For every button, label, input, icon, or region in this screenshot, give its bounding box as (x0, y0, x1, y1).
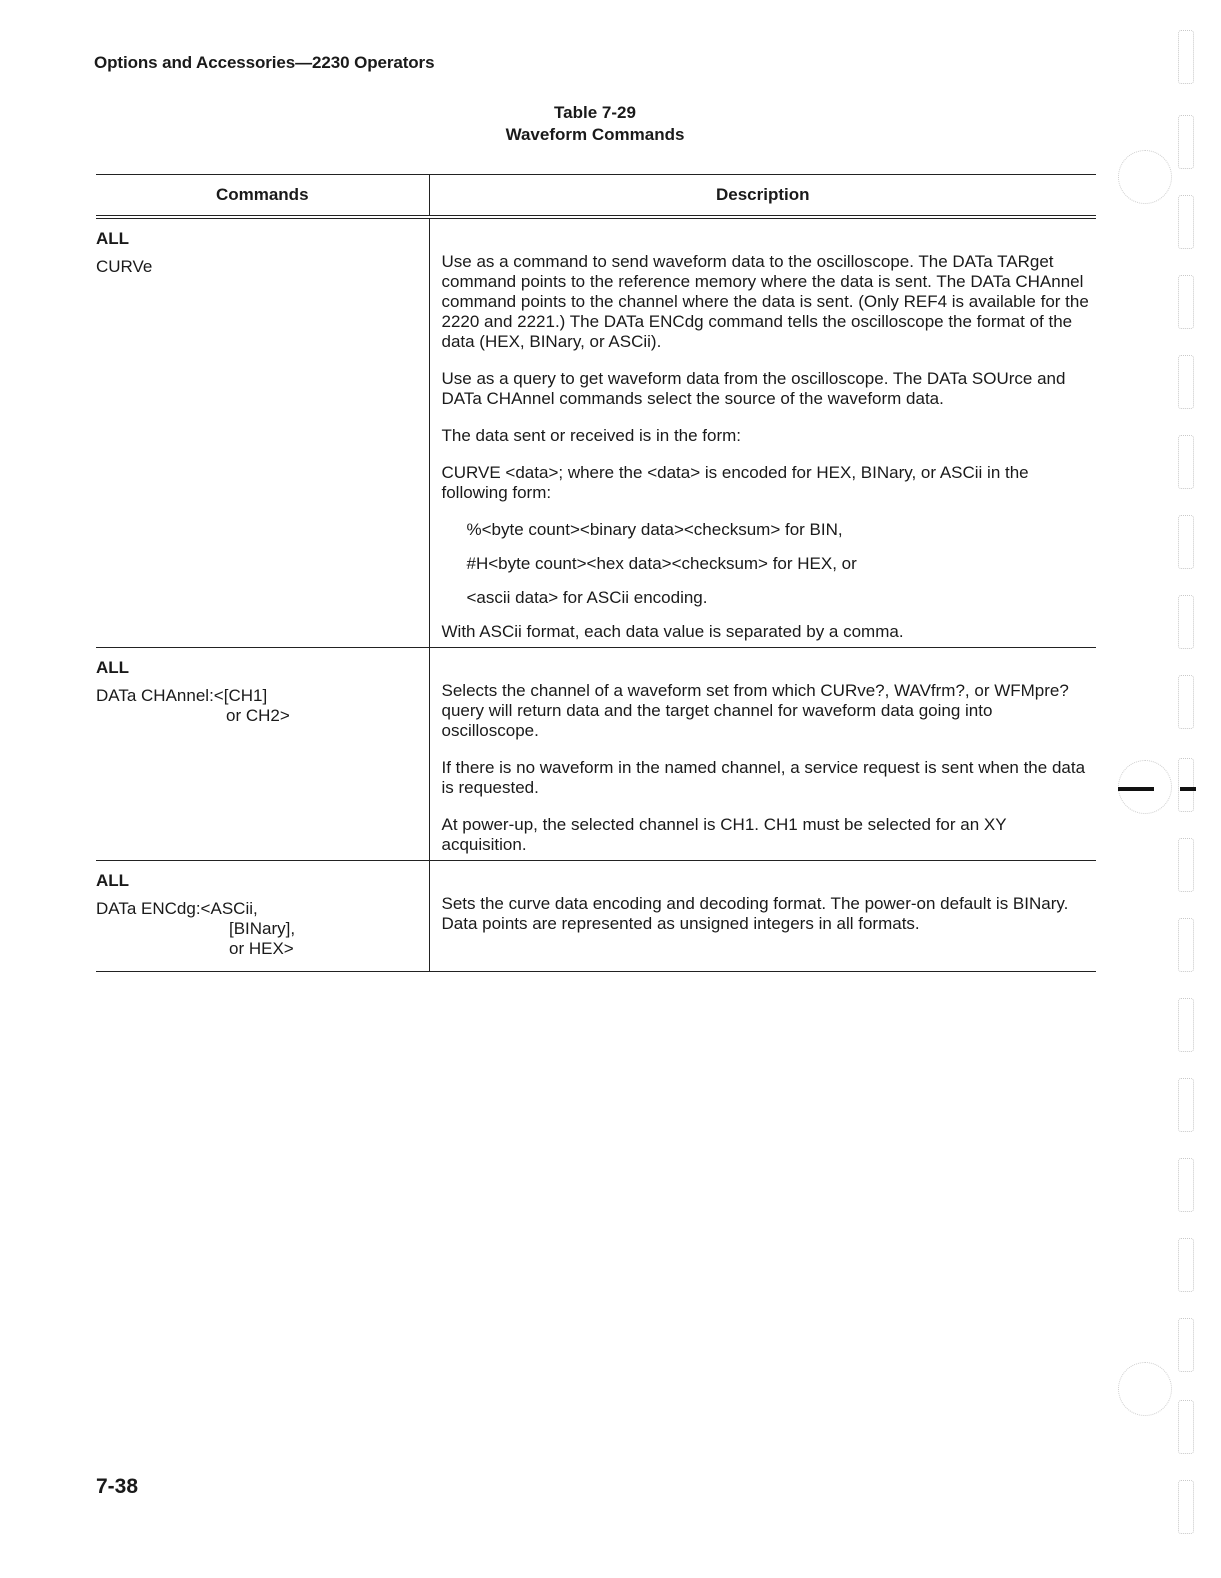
waveform-commands-table (96, 174, 1096, 972)
binder-slot (1178, 435, 1194, 489)
binder-slot (1178, 195, 1194, 249)
binder-slot (1178, 1480, 1194, 1534)
description-paragraph: At power-up, the selected channel is CH1. CH1 must be selected for an XY acquisition. (441, 815, 1007, 854)
description-cell (429, 217, 1096, 648)
binder-slot (1178, 918, 1194, 972)
binder-slot (1178, 115, 1194, 169)
binder-slot (1178, 595, 1194, 649)
binder-slot (1178, 30, 1194, 84)
table-row (96, 217, 1096, 648)
description-paragraph: If there is no waveform in the named channel, a service request is sent when the data is requested. (441, 758, 1086, 797)
punch-hole (1118, 150, 1172, 204)
description-paragraph: Use as a query to get waveform data from the oscilloscope. The DATa SOUrce and DATa CHAnnel commands select the source of the waveform data. (441, 369, 1066, 408)
description-cell (429, 861, 1096, 972)
command-group: ALL (96, 658, 130, 677)
description-cell (429, 648, 1096, 861)
command-cell (96, 648, 429, 861)
binder-slot (1178, 758, 1194, 812)
page-number: 7-38 (96, 1475, 139, 1498)
column-header-commands: Commands (96, 175, 429, 218)
description-paragraph: The data sent or received is in the form: (441, 426, 742, 445)
table-row (96, 648, 1096, 861)
table-caption (400, 102, 790, 146)
table-row (96, 861, 1096, 972)
binder-slot (1178, 1318, 1194, 1372)
format-example: <ascii data> for ASCii encoding. (466, 588, 708, 607)
running-header: Options and Accessories—2230 Operators (94, 53, 435, 72)
description-paragraph: Sets the curve data encoding and decoding format. The power-on default is BINary. Data points are represented as unsigned integers in all formats. (441, 894, 1069, 933)
binder-slot (1178, 998, 1194, 1052)
binder-slot (1178, 675, 1194, 729)
binder-slot (1178, 1078, 1194, 1132)
binder-slot (1178, 275, 1194, 329)
binder-slot (1178, 355, 1194, 409)
description-paragraph: With ASCii format, each data value is separated by a comma. (441, 622, 904, 641)
format-example: %<byte count><binary data><checksum> for BIN, (466, 520, 843, 539)
description-paragraph: Selects the channel of a waveform set from which CURve?, WAVfrm?, or WFMpre? query will return data and the target channel for waveform data going into oscilloscope. (441, 681, 1069, 740)
description-paragraph: Use as a command to send waveform data to the oscilloscope. The DATa TARget command points to the reference memory where the data is sent. The DATa CHAnnel command points to the channel where the data is sent. (Only REF4 is available for the 2220 and 2221.) The DATa ENCdg command tells the oscilloscope the format of the data (HEX, BINary, or ASCii). (441, 252, 1089, 351)
binder-slot (1178, 1400, 1194, 1454)
format-example: #H<byte count><hex data><checksum> for HEX, or (466, 554, 857, 573)
table-name: Waveform Commands (505, 125, 685, 144)
binder-slot (1178, 1238, 1194, 1292)
binder-slot (1178, 515, 1194, 569)
binder-slot (1178, 1158, 1194, 1212)
binder-tick-mark (1180, 787, 1196, 791)
command-syntax-continued: or HEX> (229, 939, 294, 958)
binder-slot (1178, 838, 1194, 892)
command-syntax: DATa CHAnnel:<[CH1] (96, 686, 268, 705)
description-paragraph: CURVE <data>; where the <data> is encoded for HEX, BINary, or ASCii in the following form: (441, 463, 1029, 502)
command-cell (96, 861, 429, 972)
punch-hole (1118, 1362, 1172, 1416)
table-header-row (96, 175, 1096, 218)
command-syntax-continued: [BINary], (229, 919, 296, 938)
table-number: Table 7-29 (554, 103, 636, 122)
command-syntax-continued: or CH2> (226, 706, 290, 725)
command-cell (96, 217, 429, 648)
binder-tick-mark (1118, 787, 1154, 791)
command-group: ALL (96, 229, 130, 248)
command-syntax: DATa ENCdg:<ASCii, (96, 899, 258, 918)
command-group: ALL (96, 871, 130, 890)
column-header-description: Description (429, 175, 1096, 218)
command-syntax: CURVe (96, 257, 153, 276)
